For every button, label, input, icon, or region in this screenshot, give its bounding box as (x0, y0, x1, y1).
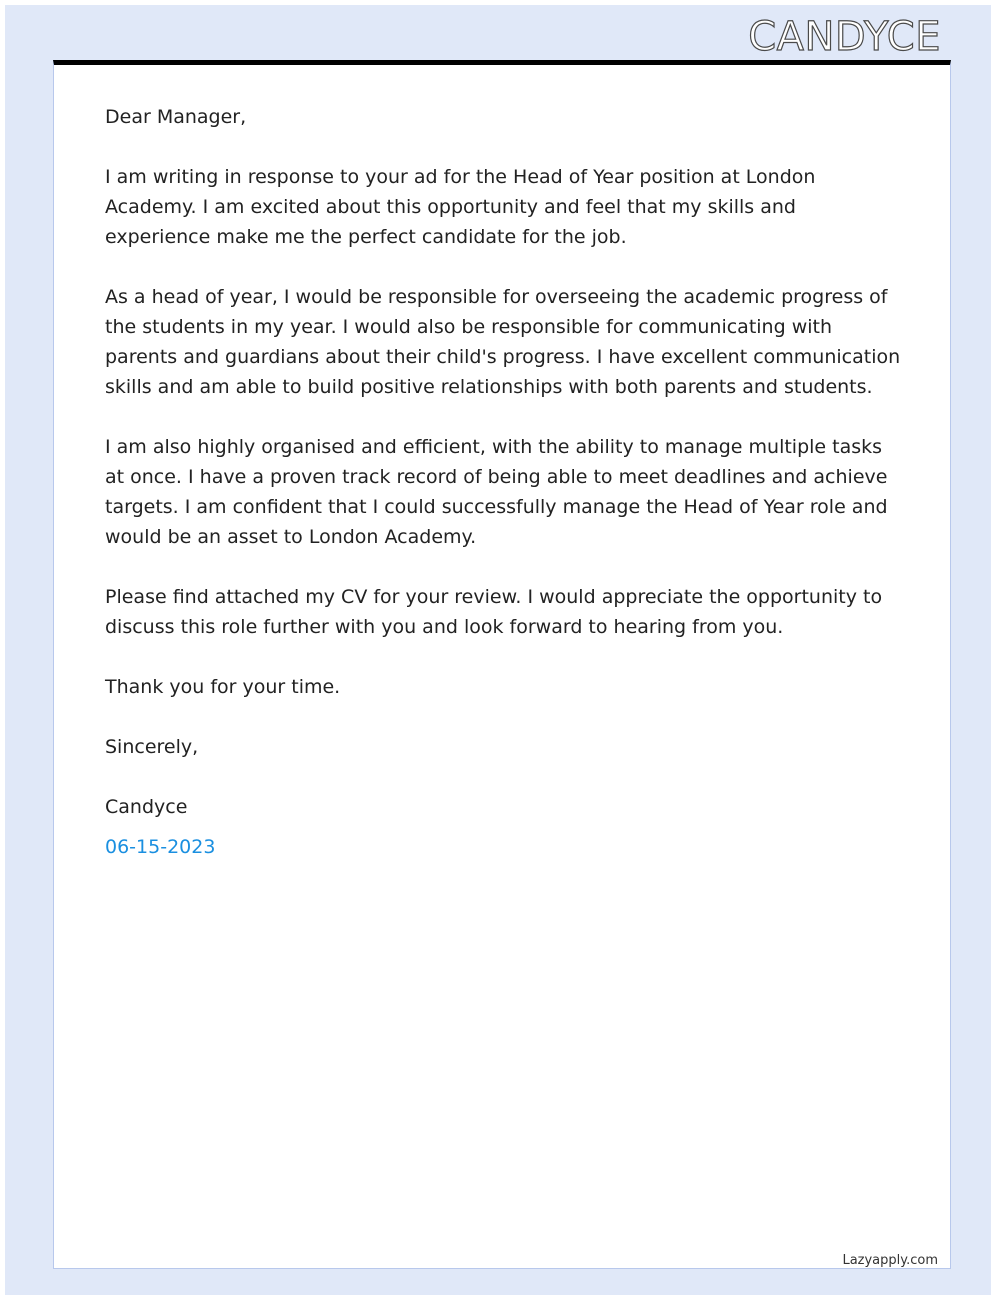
paragraph: I am also highly organised and efficient, with the ability to manage multiple tasks at once. I have a proven track record of being able to meet deadlines and achieve targets. I am confident that I could successfully manage the Head of Year role and would be an asset to London Academy. (105, 436, 888, 548)
paragraph: As a head of year, I would be responsible for overseeing the academic progress of the students in my year. I would also be responsible for communicating with parents and guardians about their child's progress. I have excellent communication skills and am able to build positive relationships with both parents and students. (105, 286, 901, 398)
letter-date: 06-15-2023 (105, 836, 216, 858)
page-background (5, 5, 991, 1295)
paragraph: Thank you for your time. (105, 676, 341, 698)
letter-page (53, 60, 951, 1269)
paragraph: I am writing in response to your ad for the Head of Year position at London Academy. I am excited about this opportunity and feel that my skills and experience make me the perfect candidate for the job. (105, 166, 816, 248)
header-name: CANDYCE (748, 14, 941, 60)
signature-name: Candyce (105, 796, 188, 818)
paragraph: Please find attached my CV for your review. I would appreciate the opportunity to discuss this role further with you and look forward to hearing from you. (105, 586, 883, 638)
salutation: Dear Manager, (105, 106, 247, 128)
closing: Sincerely, (105, 736, 199, 758)
footer-watermark: Lazyapply.com (842, 1253, 938, 1268)
letter-body (105, 102, 905, 862)
